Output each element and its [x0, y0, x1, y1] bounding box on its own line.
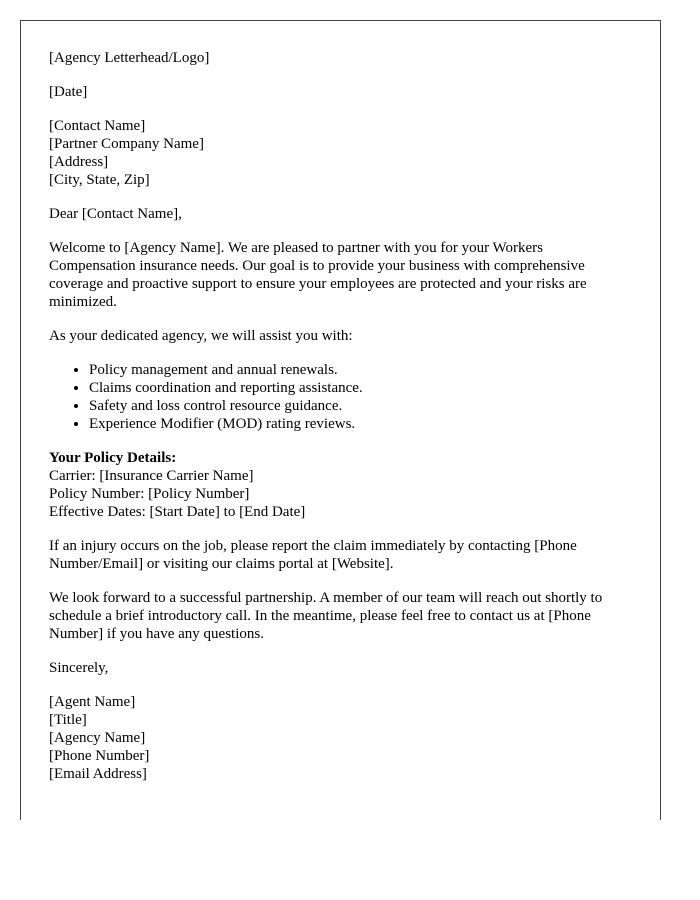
list-item: • Experience Modifier (MOD) rating reviews. [89, 415, 632, 433]
list-item: • Claims coordination and reporting assistance. [89, 379, 632, 397]
signature-block [49, 693, 632, 783]
letterhead [49, 49, 632, 67]
policy-number: Policy Number: [Policy Number] [49, 486, 250, 502]
policy-dates: Effective Dates: [Start Date] to [End Date] [49, 504, 306, 520]
policy-heading: Your Policy Details: [49, 450, 177, 466]
intro-paragraph: Welcome to [Agency Name]. We are pleased to partner with you for your Workers Compensation insurance needs. Our goal is to provide your business with comprehensive coverage and proactive support to ensure your employees are protected and your risks are minimized. [49, 240, 587, 310]
letter-page [20, 20, 661, 820]
list-item: • Safety and loss control resource guidance. [89, 397, 632, 415]
recipient-company: [Partner Company Name] [49, 136, 204, 152]
services-intro: As your dedicated agency, we will assist you with: [49, 328, 353, 344]
agent-name: [Agent Name] [49, 694, 136, 710]
recipient-address: [Address] [49, 154, 109, 170]
recipient-address-block [49, 117, 632, 189]
closing-paragraph: We look forward to a successful partnership. A member of our team will reach out shortly to schedule a brief introductory call. In the meantime, please feel free to contact us at [Phone Number] if you have any questions. [49, 590, 603, 642]
recipient-name: [Contact Name] [49, 118, 146, 134]
letterhead-placeholder: [Agency Letterhead/Logo] [49, 50, 210, 66]
policy-carrier: Carrier: [Insurance Carrier Name] [49, 468, 254, 484]
policy-details [49, 449, 632, 521]
agent-phone: [Phone Number] [49, 748, 150, 764]
agency-name: [Agency Name] [49, 730, 146, 746]
services-list [49, 361, 632, 433]
agent-email: [Email Address] [49, 766, 147, 782]
date-text: [Date] [49, 84, 88, 100]
recipient-city-state-zip: [City, State, Zip] [49, 172, 150, 188]
salutation: Dear [Contact Name], [49, 206, 182, 222]
letter-date [49, 83, 632, 101]
agent-title: [Title] [49, 712, 87, 728]
signoff: Sincerely, [49, 660, 109, 676]
list-item: • Policy management and annual renewals. [89, 361, 632, 379]
claims-paragraph: If an injury occurs on the job, please report the claim immediately by contacting [Phone Number/Email] or visiting our claims portal at [Website]. [49, 538, 577, 572]
